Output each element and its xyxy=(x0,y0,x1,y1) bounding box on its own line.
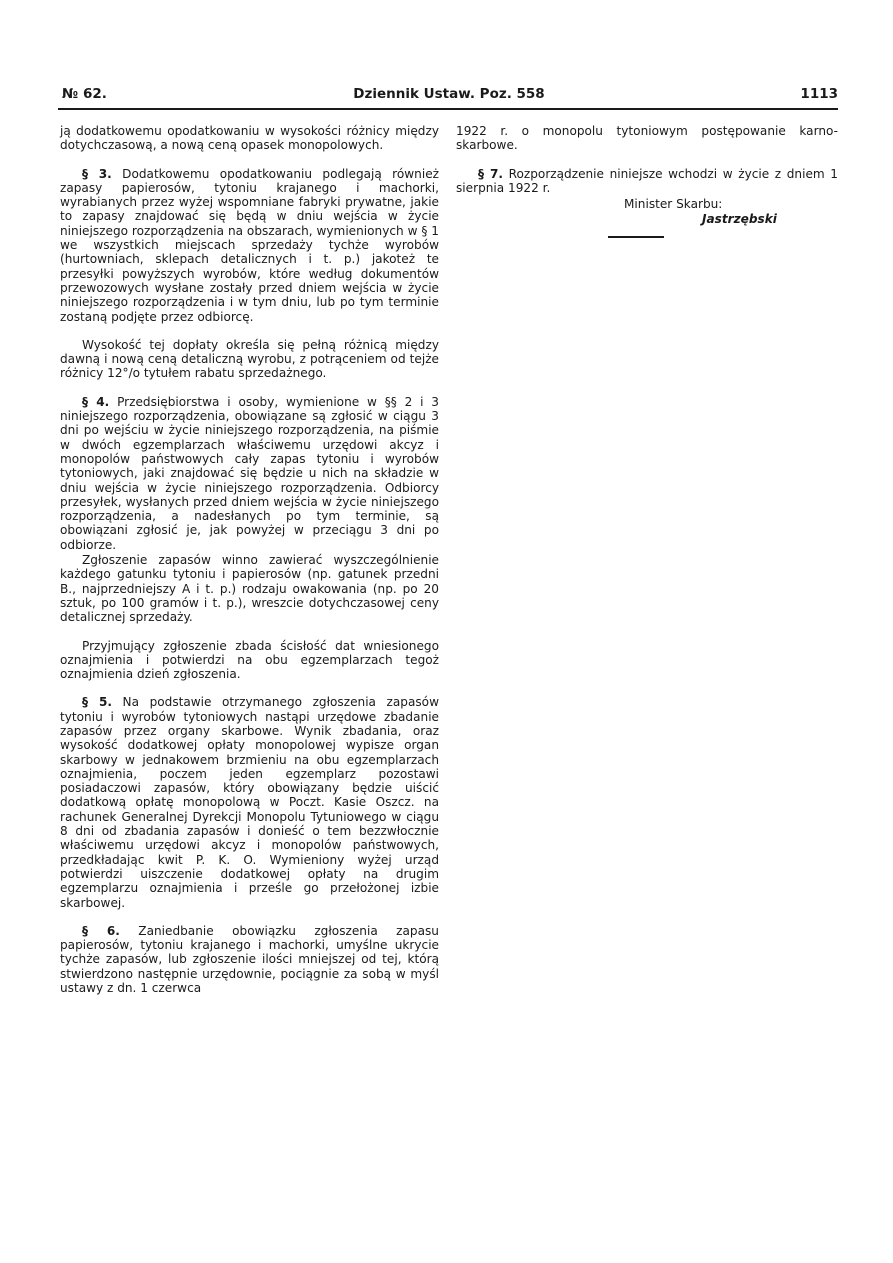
section-5-text: Na podstawie otrzymanego zgłoszenia zapasów tytoniu i wyrobów tytoniowych nastąpi urzędowe zbadanie zapasów przez organy skarbowe. Wynik zbadania, oraz wysokość dodatkowej opłaty monopolowej wypisze organ skarbowy w jednakowem brzmieniu na obu egzemplarzach oznajmienia, poczem jeden egzemplarz pozostawi posiadaczowi zapasów, który obowiązany będzie uiścić dodatkową opłatę monopolową w Poczt. Kasie Oszcz. na rachunek Generalnej Dyrekcji Monopolu Tytuniowego w ciągu 8 dni od zbadania zapasów i donieść o tem bezzwłocznie właściwemu urzędowi akcyz i monopolów państwowych, przedkładając kwit P. K. O. Wymieniony wyżej urząd potwierdzi uiszczenie dodatkowej opłaty na drugim egzemplarzu oznajmienia i prześle go przełożonej izbie skarbowej. xyxy=(60,695,439,910)
section-4-text: Przedsiębiorstwa i osoby, wymienione w §§ 2 i 3 niniejszego rozporządzenia, obowiązane są zgłosić w ciągu 3 dni po wejściu w życie niniejszego rozporządzenia, na piśmie w dwóch egzemplarzach właściwemu urzędowi akcyz i monopolów państwowych cały zapas tytoniu i wyrobów tytoniowych, jaki znajdować się będzie u nich na składzie w dniu wejścia w życie niniejszego rozporządzenia. Odbiorcy przesyłek, wysłanych przed dniem wejścia w życie niniejszego rozporządzenia, a nadesłanych po tym terminie, są obowiązani zgłosić je, jak powyżej w przeciągu 3 dni po odbiorze. xyxy=(60,394,439,552)
section-6-paragraph-1 xyxy=(60,924,439,995)
section-3-paragraph-2: Wysokość tej dopłaty określa się pełną różnicą między dawną i nową ceną detaliczną wyrobu, z potrąceniem od tejże różnicy 12°/o tytułem rabatu sprzedażnego. xyxy=(60,337,439,381)
journal-title: Dziennik Ustaw. Poz. 558 xyxy=(353,86,545,102)
header-divider xyxy=(58,108,838,110)
section-5-paragraph-1 xyxy=(60,695,439,909)
page-header xyxy=(60,86,838,106)
section-3-paragraph-1 xyxy=(60,167,439,324)
section-7-text: Rozporządzenie niniejsze wchodzi w życie z dniem 1 sierpnia 1922 r. xyxy=(456,166,838,195)
right-column xyxy=(456,124,838,238)
section-4-paragraph-3: Przyjmujący zgłoszenie zbada ścisłość dat wniesionego oznajmienia i potwierdzi na obu egzemplarzach tegoż oznajmienia dzień zgłoszenia. xyxy=(60,638,439,682)
page-number: 1113 xyxy=(800,86,838,102)
section-5-number: § 5. xyxy=(82,695,112,710)
section-7-paragraph-1 xyxy=(456,167,838,196)
section-3-text: Dodatkowemu opodatkowaniu podlegają również zapasy papierosów, tytoniu krajanego i machorki, wyrabianych przez wyżej wspomniane fabryki prywatne, jakie to zapasy znajdować się będą w dniu wejścia w życie niniejszego rozporządzenia na obszarach, wymienionych w § 1 we wszystkich miejscach sprzedaży tychże wyrobów (hurtowniach, sklepach detalicznych i t. p.) jakoteż te przesyłki powyższych wyrobów, które według dokumentów przewozowych wysłane zostały przed dniem wejścia w życie niniejszego rozporządzenia i w tym dniu, lub po tym terminie zostaną podjęte przez odbiorcę. xyxy=(60,166,439,324)
signature-block xyxy=(456,197,838,238)
signature-name: Jastrzębski xyxy=(702,212,777,227)
section-6-text: Zaniedbanie obowiązku zgłoszenia zapasu papierosów, tytoniu krajanego i machorki, umyślne ukrycie tychże zapasów, lub zgłoszenie ilości mniejszej od tej, którą stwierdzono następnie urzędownie, pociągnie za sobą w myśl ustawy z dn. 1 czerwca xyxy=(60,923,439,996)
section-4-paragraph-1 xyxy=(60,395,439,552)
section-3-number: § 3. xyxy=(82,166,112,181)
signature-title: Minister Skarbu: xyxy=(624,197,723,212)
continuation-paragraph: 1922 r. o monopolu tytoniowym postępowanie karno-skarbowe. xyxy=(456,124,838,153)
signature-divider xyxy=(608,236,664,238)
section-7-number: § 7. xyxy=(478,166,504,181)
intro-paragraph: ją dodatkowemu opodatkowaniu w wysokości różnicy między dotychczasową, a nową ceną opasek monopolowych. xyxy=(60,124,439,153)
issue-number: № 62. xyxy=(62,86,107,102)
left-column xyxy=(60,124,439,1009)
section-4-paragraph-2: Zgłoszenie zapasów winno zawierać wyszczególnienie każdego gatunku tytoniu i papierosów (np. gatunek przedni B., najprzedniejszy A i t. p.) rodzaju owakowania (np. po 20 sztuk, po 100 gramów i t. p.), wreszcie dotychczasowej ceny detalicznej sprzedaży. xyxy=(60,553,439,625)
section-6-number: § 6. xyxy=(82,923,120,938)
section-4-number: § 4. xyxy=(82,394,110,409)
